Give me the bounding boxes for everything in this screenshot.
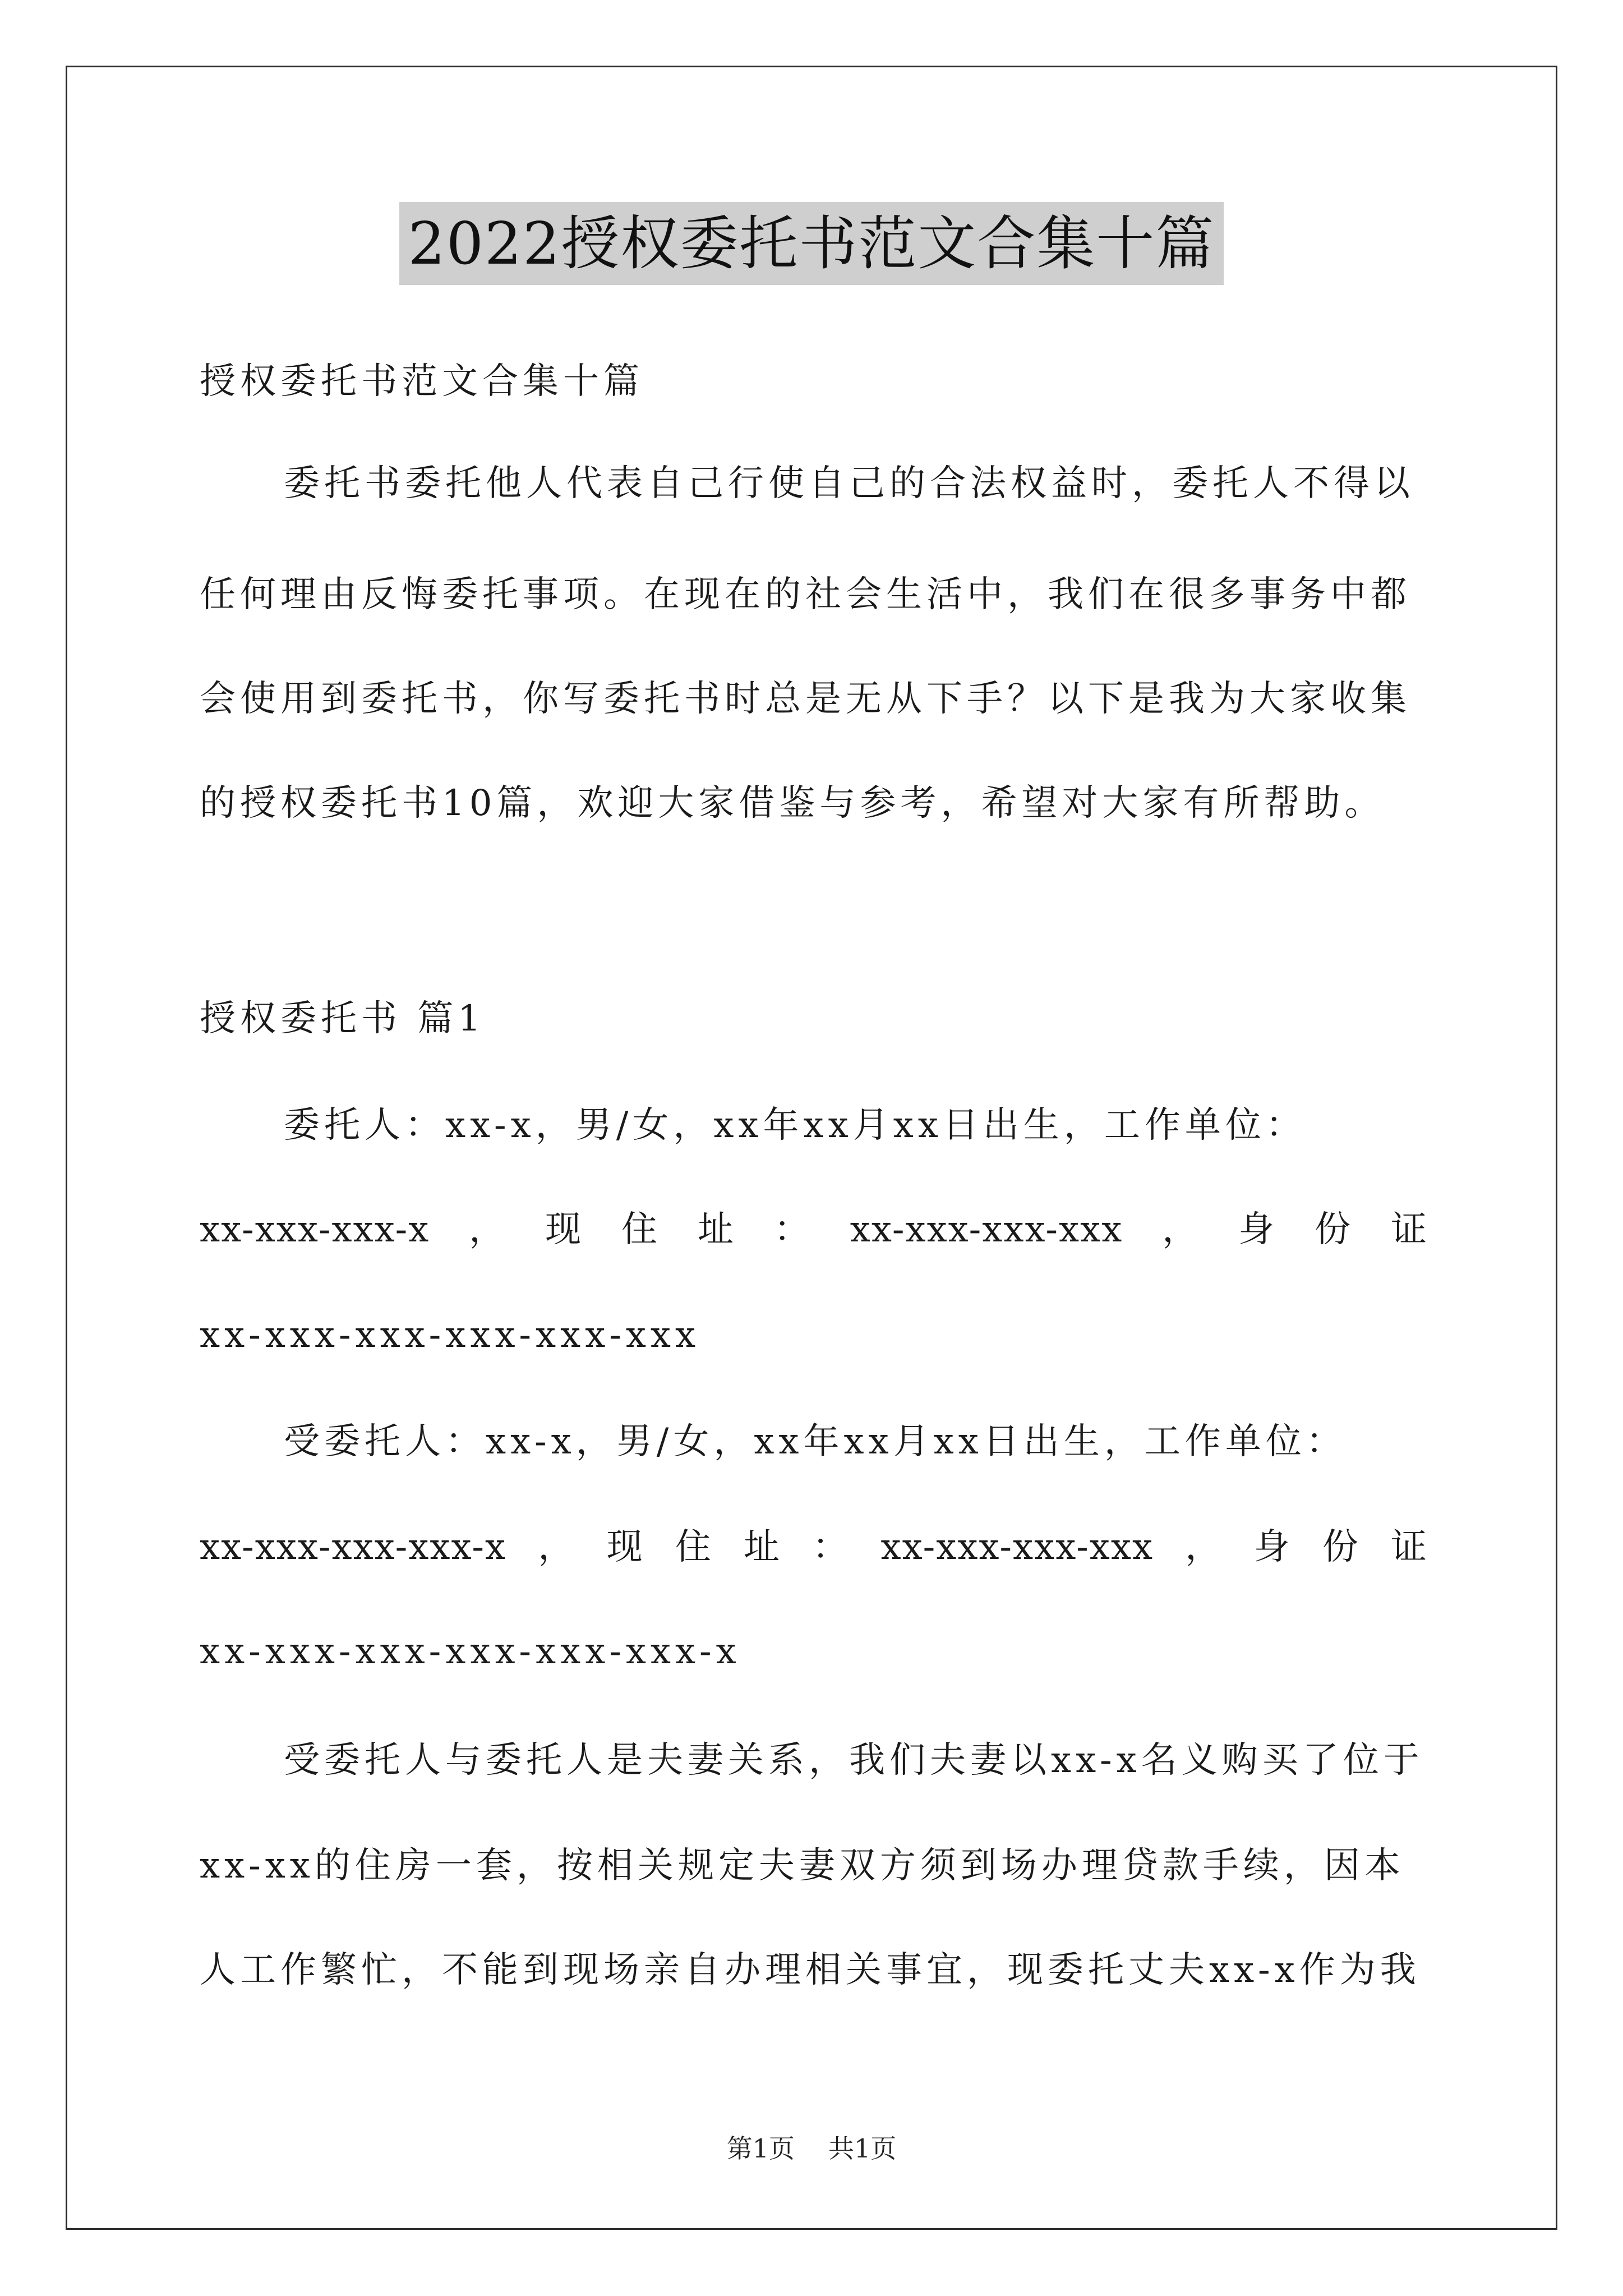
document-subtitle: 授权委托书范文合集十篇 bbox=[200, 361, 644, 402]
document-title: 2022授权委托书范文合集十篇 bbox=[399, 202, 1224, 285]
principal-line-2 bbox=[200, 1207, 1428, 1252]
principal-line-1: 委托人：xx-x，男/女，xx年xx月xx日出生，工作单位： bbox=[284, 1105, 1306, 1146]
agent-address: xx-xxx-xxx-xxx bbox=[880, 1526, 1154, 1568]
body-line-1: 受委托人与委托人是夫妻关系，我们夫妻以xx-x名义购买了位于 bbox=[284, 1740, 1424, 1781]
comma: ， bbox=[469, 1209, 506, 1250]
agent-id-number: xx-xxx-xxx-xxx-xxx-xxx-x bbox=[200, 1631, 741, 1672]
comma: ， bbox=[1185, 1526, 1223, 1568]
address-char-3: 址 bbox=[744, 1526, 781, 1568]
body-line-2: xx-xx的住房一套，按相关规定夫妻双方须到场办理贷款手续，因本 bbox=[200, 1845, 1405, 1887]
section-heading: 授权委托书 篇1 bbox=[200, 998, 486, 1039]
intro-line-4: 的授权委托书10篇，欢迎大家借鉴与参考，希望对大家有所帮助。 bbox=[200, 783, 1385, 824]
principal-address: xx-xxx-xxx-xxx bbox=[850, 1209, 1123, 1250]
address-char-1: 现 bbox=[606, 1526, 644, 1568]
id-char-2: 份 bbox=[1322, 1526, 1359, 1568]
id-char-1: 身 bbox=[1238, 1209, 1276, 1250]
principal-workplace: xx-xxx-xxx-x bbox=[200, 1209, 430, 1250]
agent-line-1: 受委托人：xx-x，男/女，xx年xx月xx日出生，工作单位： bbox=[284, 1421, 1347, 1462]
id-char-2: 份 bbox=[1315, 1209, 1352, 1250]
page-footer bbox=[0, 2132, 1623, 2165]
page-total: 共1页 bbox=[828, 2133, 897, 2164]
intro-line-3: 会使用到委托书，你写委托书时总是无从下手？以下是我为大家收集 bbox=[200, 678, 1411, 720]
colon: ： bbox=[812, 1526, 850, 1568]
intro-line-1: 委托书委托他人代表自己行使自己的合法权益时，委托人不得以 bbox=[284, 463, 1414, 504]
comma: ， bbox=[538, 1526, 575, 1568]
address-char-2: 住 bbox=[675, 1526, 712, 1568]
address-char-3: 址 bbox=[697, 1209, 735, 1250]
agent-line-2 bbox=[200, 1525, 1428, 1570]
id-char-3: 证 bbox=[1391, 1526, 1428, 1568]
colon: ： bbox=[773, 1209, 811, 1250]
intro-line-2: 任何理由反悔委托事项。在现在的社会生活中，我们在很多事务中都 bbox=[200, 574, 1411, 615]
comma: ， bbox=[1162, 1209, 1200, 1250]
body-line-3: 人工作繁忙，不能到现场亲自办理相关事宜，现委托丈夫xx-x作为我 bbox=[200, 1949, 1421, 1991]
title-container bbox=[0, 202, 1623, 285]
address-char-1: 现 bbox=[545, 1209, 583, 1250]
principal-id-number: xx-xxx-xxx-xxx-xxx-xxx bbox=[200, 1314, 700, 1356]
id-char-3: 证 bbox=[1390, 1209, 1428, 1250]
id-char-1: 身 bbox=[1253, 1526, 1291, 1568]
agent-workplace: xx-xxx-xxx-xxx-x bbox=[200, 1526, 507, 1568]
address-char-2: 住 bbox=[621, 1209, 659, 1250]
page-number: 第1页 bbox=[726, 2133, 795, 2164]
